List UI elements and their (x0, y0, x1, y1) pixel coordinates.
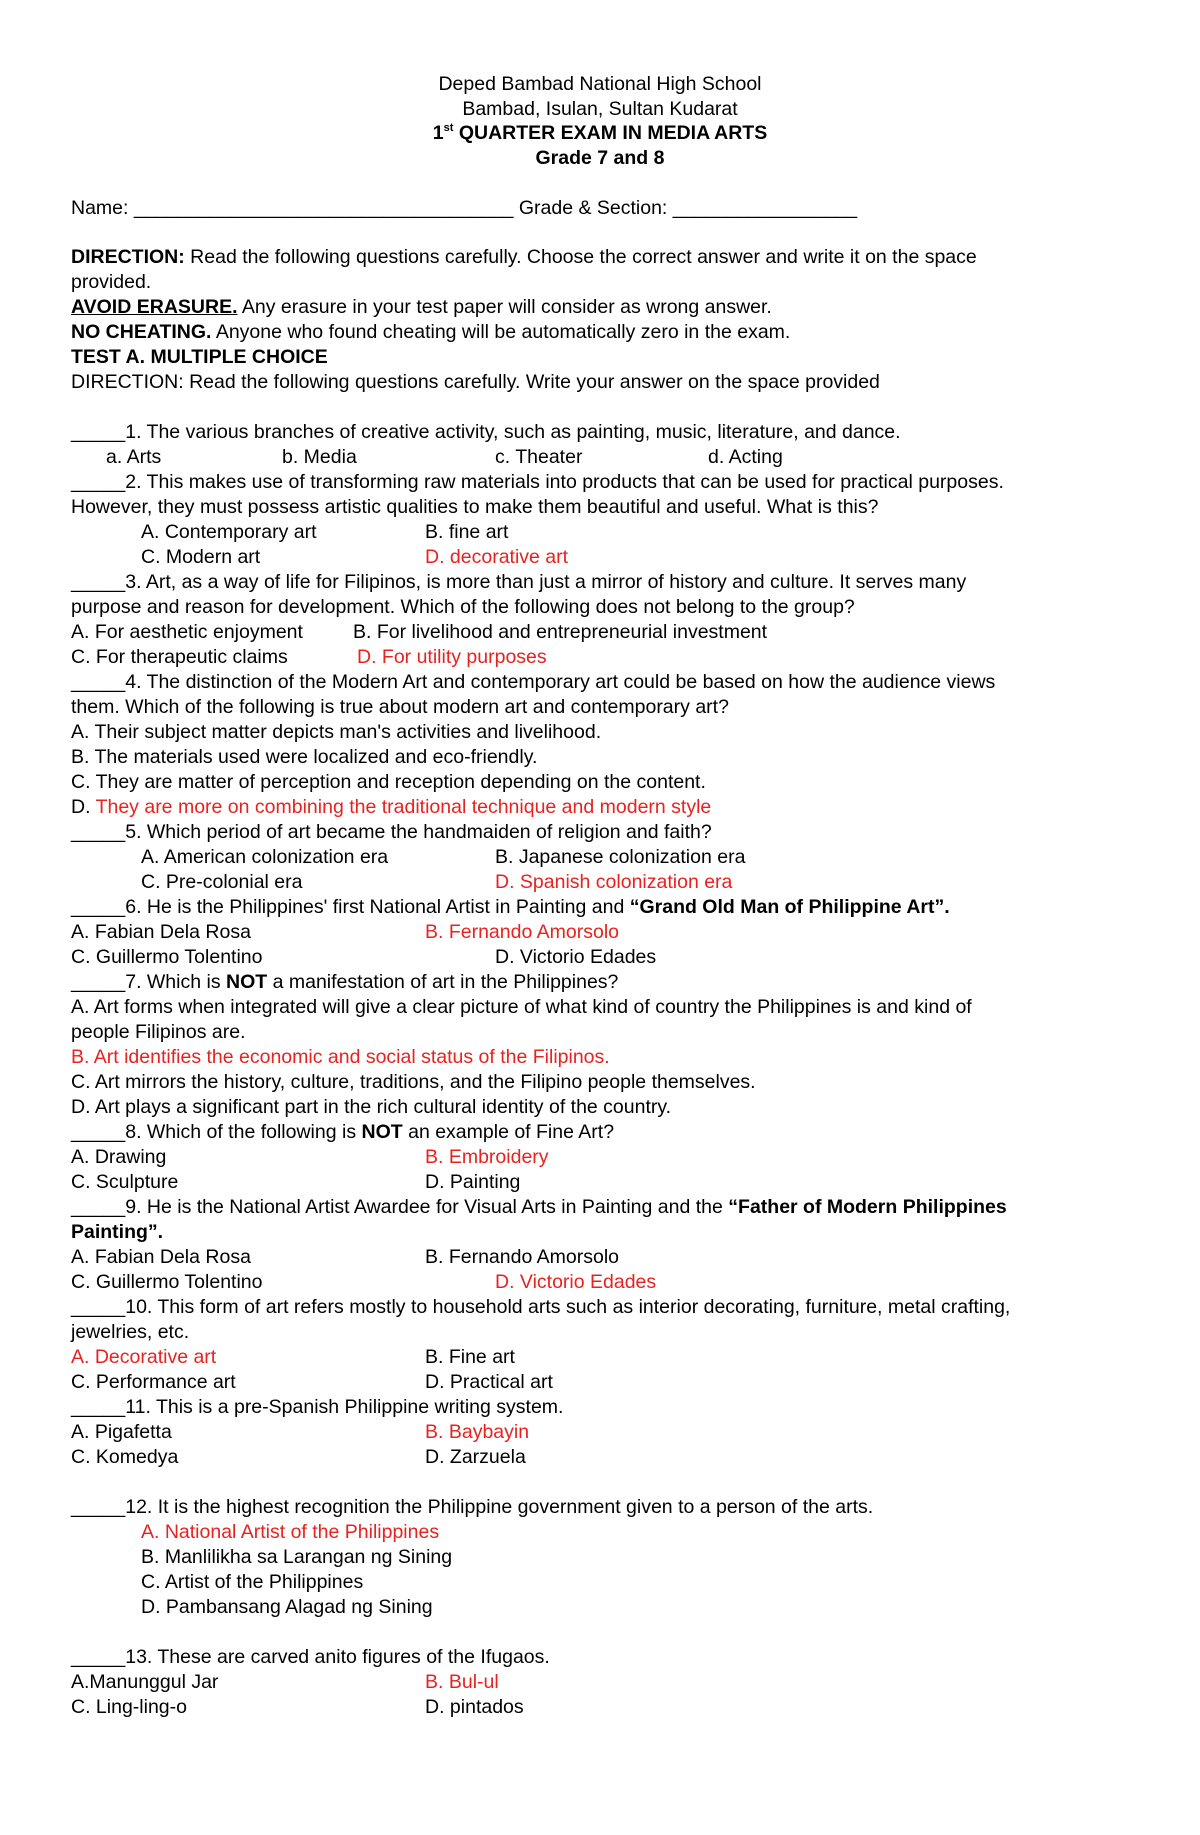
q10-choice-d: D. Practical art (425, 1371, 553, 1393)
q12-choice-a-answer: A. National Artist of the Philippines (141, 1521, 440, 1543)
q13-choice-a: A.Manunggul Jar (71, 1671, 219, 1693)
cheating-line (71, 320, 790, 344)
direction-label: DIRECTION: (71, 246, 185, 268)
q11-choice-a: A. Pigafetta (71, 1421, 172, 1443)
q7-choice-c: C. Art mirrors the history, culture, traditions, and the Filipino people themselves. (71, 1071, 756, 1093)
question-7-bold: NOT (226, 971, 268, 993)
q6-choice-c: C. Guillermo Tolentino (71, 946, 263, 968)
q3-choice-b: B. For livelihood and entrepreneurial investment (353, 621, 768, 643)
question-8-bold: NOT (361, 1121, 403, 1143)
q11-choice-c: C. Komedya (71, 1446, 179, 1468)
q8-choice-c: C. Sculpture (71, 1171, 179, 1193)
school-name: Deped Bambad National High School (438, 73, 762, 95)
q1-choice-d: d. Acting (708, 446, 783, 468)
q13-choice-d: D. pintados (425, 1696, 524, 1718)
q10-choice-c: C. Performance art (71, 1371, 236, 1393)
exam-title (0, 121, 1200, 145)
q2-choice-d-answer: D. decorative art (425, 546, 569, 568)
grade-level: Grade 7 and 8 (535, 147, 665, 169)
q2-choice-b: B. fine art (425, 521, 509, 543)
direction-line (71, 245, 977, 269)
q4-choice-c: C. They are matter of perception and reception depending on the content. (71, 771, 706, 793)
q8-choice-a: A. Drawing (71, 1146, 167, 1168)
q4-choice-d-answer: They are more on combining the traditional technique and modern style (95, 796, 712, 818)
q1-choice-b: b. Media (282, 446, 357, 468)
q7-choice-b-answer: B. Art identifies the economic and social status of the Filipinos. (71, 1046, 610, 1068)
question-2-cont: However, they must possess artistic qualities to make them beautiful and useful. What is this? (71, 496, 879, 518)
question-4-cont: them. Which of the following is true about modern art and contemporary art? (71, 696, 729, 718)
erasure-text: Any erasure in your test paper will consider as wrong answer. (237, 296, 772, 318)
question-9 (71, 1195, 1007, 1219)
q4-choice-d-letter: D. (71, 796, 96, 818)
q12-choice-c: C. Artist of the Philippines (141, 1571, 364, 1593)
q7-choice-a: A. Art forms when integrated will give a clear picture of what kind of country the Philippines is and kind of (71, 996, 972, 1018)
erasure-label: AVOID ERASURE. (71, 296, 238, 318)
q5-choice-d-answer: D. Spanish colonization era (495, 871, 733, 893)
q13-choice-b-answer: B. Bul-ul (425, 1671, 499, 1693)
direction-text: Read the following questions carefully. Choose the correct answer and write it on the space (184, 246, 977, 268)
q4-choice-d (71, 795, 711, 819)
question-12: _____12. It is the highest recognition the Philippine government given to a person of the arts. (71, 1496, 874, 1518)
name-grade-section-line: Name: ___________________________________ Grade & Section: _________________ (71, 197, 858, 219)
question-4: _____4. The distinction of the Modern Art and contemporary art could be based on how the audience views (71, 671, 996, 693)
cheating-text: Anyone who found cheating will be automatically zero in the exam. (211, 321, 791, 343)
q7-choice-d: D. Art plays a significant part in the rich cultural identity of the country. (71, 1096, 672, 1118)
question-1: _____1. The various branches of creative activity, such as painting, music, literature, and dance. (71, 421, 901, 443)
q7-choice-a-cont: people Filipinos are. (71, 1021, 246, 1043)
q9-choice-b: B. Fernando Amorsolo (425, 1246, 620, 1268)
q8-choice-b-answer: B. Embroidery (425, 1146, 549, 1168)
q9-choice-d-answer: D. Victorio Edades (495, 1271, 657, 1293)
q11-choice-d: D. Zarzuela (425, 1446, 526, 1468)
question-9-cont: Painting”. (71, 1221, 164, 1243)
question-9-text: _____9. He is the National Artist Awardee for Visual Arts in Painting and the (71, 1196, 729, 1218)
test-title: TEST A. MULTIPLE CHOICE (71, 346, 328, 368)
question-5: _____5. Which period of art became the handmaiden of religion and faith? (71, 821, 712, 843)
question-10-cont: jewelries, etc. (71, 1321, 190, 1343)
exam-title-ordinal: st (443, 121, 454, 134)
q2-choice-c: C. Modern art (141, 546, 261, 568)
question-8-text: _____8. Which of the following is (71, 1121, 362, 1143)
q9-choice-c: C. Guillermo Tolentino (71, 1271, 263, 1293)
q6-choice-a: A. Fabian Dela Rosa (71, 921, 251, 943)
question-7-text: _____7. Which is (71, 971, 227, 993)
q6-choice-b-answer: B. Fernando Amorsolo (425, 921, 620, 943)
q8-choice-d: D. Painting (425, 1171, 521, 1193)
q5-choice-b: B. Japanese colonization era (495, 846, 746, 868)
question-13: _____13. These are carved anito figures of the Ifugaos. (71, 1646, 550, 1668)
question-3-cont: purpose and reason for development. Which of the following does not belong to the group? (71, 596, 855, 618)
q4-choice-b: B. The materials used were localized and eco-friendly. (71, 746, 538, 768)
erasure-line (71, 295, 772, 319)
question-2: _____2. This makes use of transforming raw materials into products that can be used for practical purposes. (71, 471, 1004, 493)
school-address: Bambad, Isulan, Sultan Kudarat (462, 98, 738, 120)
q5-choice-a: A. American colonization era (141, 846, 389, 868)
question-3: _____3. Art, as a way of life for Filipinos, is more than just a mirror of history and culture. It serves many (71, 571, 967, 593)
q5-choice-c: C. Pre-colonial era (141, 871, 303, 893)
question-11: _____11. This is a pre-Spanish Philippine writing system. (71, 1396, 564, 1418)
q9-choice-a: A. Fabian Dela Rosa (71, 1246, 251, 1268)
q2-choice-a: A. Contemporary art (141, 521, 317, 543)
direction-continued: provided. (71, 271, 152, 293)
question-7 (71, 970, 618, 994)
q12-choice-d: D. Pambansang Alagad ng Sining (141, 1596, 433, 1618)
question-6-text: _____6. He is the Philippines' first National Artist in Painting and (71, 896, 630, 918)
cheating-label: NO CHEATING. (71, 321, 212, 343)
q3-choice-d-answer: D. For utility purposes (357, 646, 547, 668)
exam-title-text: QUARTER EXAM IN MEDIA ARTS (453, 122, 768, 144)
question-8 (71, 1120, 614, 1144)
question-10: _____10. This form of art refers mostly to household arts such as interior decorating, furniture, metal crafting, (71, 1296, 1011, 1318)
test-direction: DIRECTION: Read the following questions carefully. Write your answer on the space provided (71, 371, 880, 393)
question-6 (71, 895, 950, 919)
question-8-end: an example of Fine Art? (402, 1121, 615, 1143)
question-6-bold: “Grand Old Man of Philippine Art”. (629, 896, 950, 918)
question-9-bold: “Father of Modern Philippines (728, 1196, 1007, 1218)
q3-choice-a: A. For aesthetic enjoyment (71, 621, 303, 643)
q13-choice-c: C. Ling-ling-o (71, 1696, 187, 1718)
question-7-end: a manifestation of art in the Philippines? (267, 971, 619, 993)
exam-title-number: 1 (432, 122, 444, 144)
q1-choice-c: c. Theater (495, 446, 583, 468)
q6-choice-d: D. Victorio Edades (495, 946, 657, 968)
q1-choice-a: a. Arts (106, 446, 162, 468)
q12-choice-b: B. Manlilikha sa Larangan ng Sining (141, 1546, 453, 1568)
q10-choice-b: B. Fine art (425, 1346, 515, 1368)
q4-choice-a: A. Their subject matter depicts man's activities and livelihood. (71, 721, 602, 743)
q3-choice-c: C. For therapeutic claims (71, 646, 288, 668)
q10-choice-a-answer: A. Decorative art (71, 1346, 217, 1368)
q11-choice-b-answer: B. Baybayin (425, 1421, 530, 1443)
